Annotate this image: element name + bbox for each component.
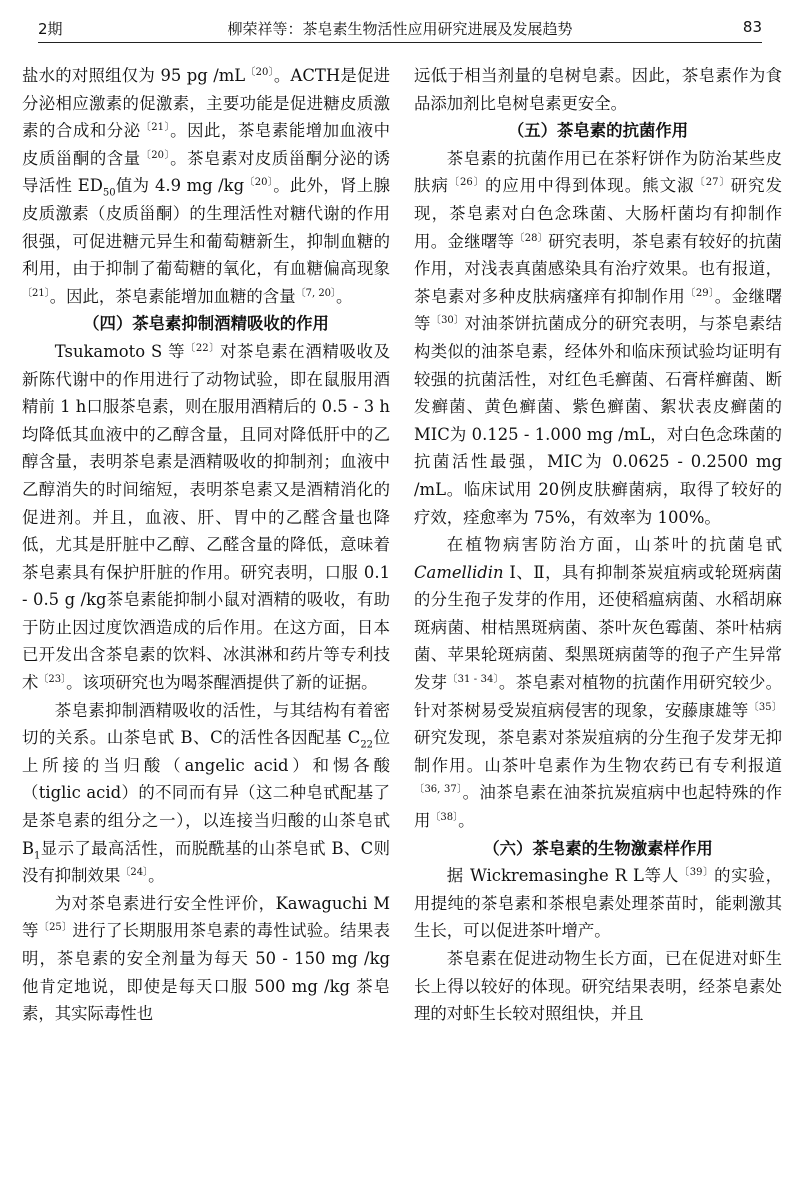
citation: 〔21〕: [22, 287, 50, 299]
page-number: 83: [742, 18, 762, 36]
running-title: 柳荣祥等：茶皂素生物活性应用研究进展及发展趋势: [227, 20, 573, 38]
citation: 〔22〕: [185, 342, 220, 354]
right-column: [414, 62, 782, 1028]
left-column: [22, 62, 390, 1028]
citation: 〔38〕: [430, 812, 459, 824]
italic-term: Camellidin: [414, 562, 504, 582]
citation: 〔20〕: [245, 67, 274, 78]
citation: 〔27〕: [694, 177, 731, 189]
paragraph: 茶皂素在促进动物生长方面，已在促进对虾生长上得以较好的体现。研究结果表明，经茶皂素处理的对虾生长较对照组快，并且: [414, 949, 782, 1024]
citation: 〔39〕: [679, 867, 715, 879]
paragraph: 在植物病害防治方面，山茶叶的抗菌皂甙 Camellidin Ⅰ、Ⅱ，具有抑制茶炭疽病或轮斑病菌的分生孢子发芽的作用，还使稻瘟病菌、水稻胡麻斑病菌、柑桔黑斑病菌、茶叶灰色霉菌、茶叶枯病菌、苹果轮斑病菌、梨黑斑病菌等的孢子产生异常发芽$^{〔31 - 34〕}$。茶皂素对植物的抗菌作用研究较少。针对茶树易受炭疽病侵害的现象，安藤康雄等$^{〔35〕}$研究发现，茶皂素对茶炭疽病的分生孢子发芽无抑制作用。山茶叶皂素作为生物农药已有专利报道$^{〔36, 37〕}$。油茶皂素在油茶抗炭疽病中也起特殊的作用$^{〔38〕}$。: [414, 535, 783, 831]
paragraph: 茶皂素抑制酒精吸收的活性，与其结构有着密切的关系。山茶皂甙 B、C的活性各因配基 $C_{22}$位上所接的当归酸（angelic acid）和惕各酸（tiglic acid）的不同而有异（这二种皂甙配基了是茶皂素的组分之一），以连接当归酸的山茶皂甙 $B_1$显示了最高活性，而脱酰基的山茶皂甙 B、C则没有抑制效果$^{〔24〕}$。: [22, 700, 391, 886]
paragraph: 据 Wickremasinghe R L等人$^{〔39〕}$的实验，用提纯的茶皂素和茶根皂素处理茶苗时，能刺激其生长，可以促进茶叶增产。: [414, 866, 782, 941]
section-heading-4: （四）茶皂素抑制酒精吸收的作用: [83, 314, 329, 334]
paragraph: 远低于相当剂量的皂树皂素。因此，茶皂素作为食品添加剂比皂树皂素更安全。: [414, 66, 782, 113]
citation: 〔20〕: [244, 177, 274, 189]
paragraph: 茶皂素的抗菌作用已在茶籽饼作为防治某些皮肤病$^{〔26〕}$的应用中得到体现。熊文淑$^{〔27〕}$研究发现，茶皂素对白色念珠菌、大肠杆菌均有抑制作用。金继曙等$^{〔28〕}$研究表明，茶皂素有较好的抗菌作用，对浅表真菌感染具有治疗效果。也有报道，茶皂素对多种皮肤病瘙痒有抑制作用$^{〔29〕}$。金继曙等$^{〔30〕}$对油茶饼抗菌成分的研究表明，与茶皂素结构类似的油茶皂素，经体外和临床预试验均证明有较强的抗菌活性，对红色毛癣菌、石膏样癣菌、断发癣菌、黄色癣菌、紫色癣菌、絮状表皮癣菌的 MIC为 0.125 - 1.000 mg /mL，对白色念珠菌的抗菌活性最强，MIC为 0.0625 - 0.2500 mg /mL。临床试用 20例皮肤癣菌病，取得了较好的疗效，痊愈率为 75%，有效率为 100%。: [414, 148, 783, 527]
citation: 〔28〕: [514, 232, 549, 244]
issue-number: 2期: [38, 20, 63, 38]
citation: 〔31 - 34〕: [447, 674, 499, 686]
citation: 〔24〕: [120, 867, 149, 879]
citation: 〔7, 20〕: [295, 287, 337, 299]
paragraph: 为对茶皂素进行安全性评价，Kawaguchi M 等$^{〔25〕}$进行了长期服用茶皂素的毒性试验。结果表明，茶皂素的安全剂量为每天 50 - 150 mg /kg 他肯定地说，即使是每天口服 500 mg /kg 茶皂素，其实际毒性也: [22, 893, 391, 1024]
citation: 〔23〕: [38, 674, 67, 686]
subscript: 50: [102, 187, 116, 199]
citation: 〔29〕: [685, 287, 715, 299]
section-heading-6: （六）茶皂素的生物激素样作用: [483, 838, 713, 858]
citation: 〔21〕: [140, 122, 171, 134]
paragraph: 盐水的对照组仅为 95 pg $/mL^{〔20〕}$。ACTH是促进分泌相应激素的促激素，主要功能是促进糖皮质激素的合成和分泌$^{〔21〕}$。因此，茶皂素能增加血液中皮质甾酮的含量$^{〔20〕}$。茶皂素对皮质甾酮分泌的诱导活性 $ED_{50}$值为 4.9 mg $/kg^{〔20〕}$。此外，肾上腺皮质激素（皮质甾酮）的生理活性对糖代谢的作用很强，可促进糖元异生和葡萄糖新生，抑制血糖的利用，由于抑制了葡萄糖的氧化，有血糖偏高现象$^{〔21〕}$。因此，茶皂素能增加血糖的含量$^{〔7, 20〕}$。: [22, 66, 391, 306]
running-header: [38, 10, 762, 43]
citation: 〔36, 37〕: [414, 784, 463, 796]
section-heading-5: （五）茶皂素的抗菌作用: [507, 121, 689, 141]
citation: 〔25〕: [38, 922, 73, 934]
citation: 〔35〕: [748, 701, 782, 713]
citation: 〔26〕: [448, 177, 485, 189]
subscript: 22: [360, 739, 374, 751]
subscript: 1: [34, 849, 41, 861]
paragraph: Tsukamoto S 等$^{〔22〕}$对茶皂素在酒精吸收及新陈代谢中的作用进行了动物试验，即在鼠服用酒精前 1 h口服茶皂素，则在服用酒精后的 0.5 - 3 h均降低其血液中的乙醇含量，且同对降低肝中的乙醇含量，表明茶皂素是酒精吸收的抑制剂；血液中乙醇消失的时间缩短，表明茶皂素又是酒精消化的促进剂。并且，血液、肝、胃中的乙醛含量也降低，尤其是肝脏中乙醇、乙醛含量的降低，意味着茶皂素具有保护肝脏的作用。研究表明，口服 0.1 - 0.5 g /kg茶皂素能抑制小鼠对酒精的吸收，有助于防止因过度饮酒造成的后作用。在这方面，日本已开发出含茶皂素的饮料、冰淇淋和药片等专利技术$^{〔23〕}$。该项研究也为喝茶醒酒提供了新的证据。: [22, 341, 390, 693]
citation: 〔30〕: [430, 315, 465, 327]
citation: 〔20〕: [140, 149, 171, 161]
